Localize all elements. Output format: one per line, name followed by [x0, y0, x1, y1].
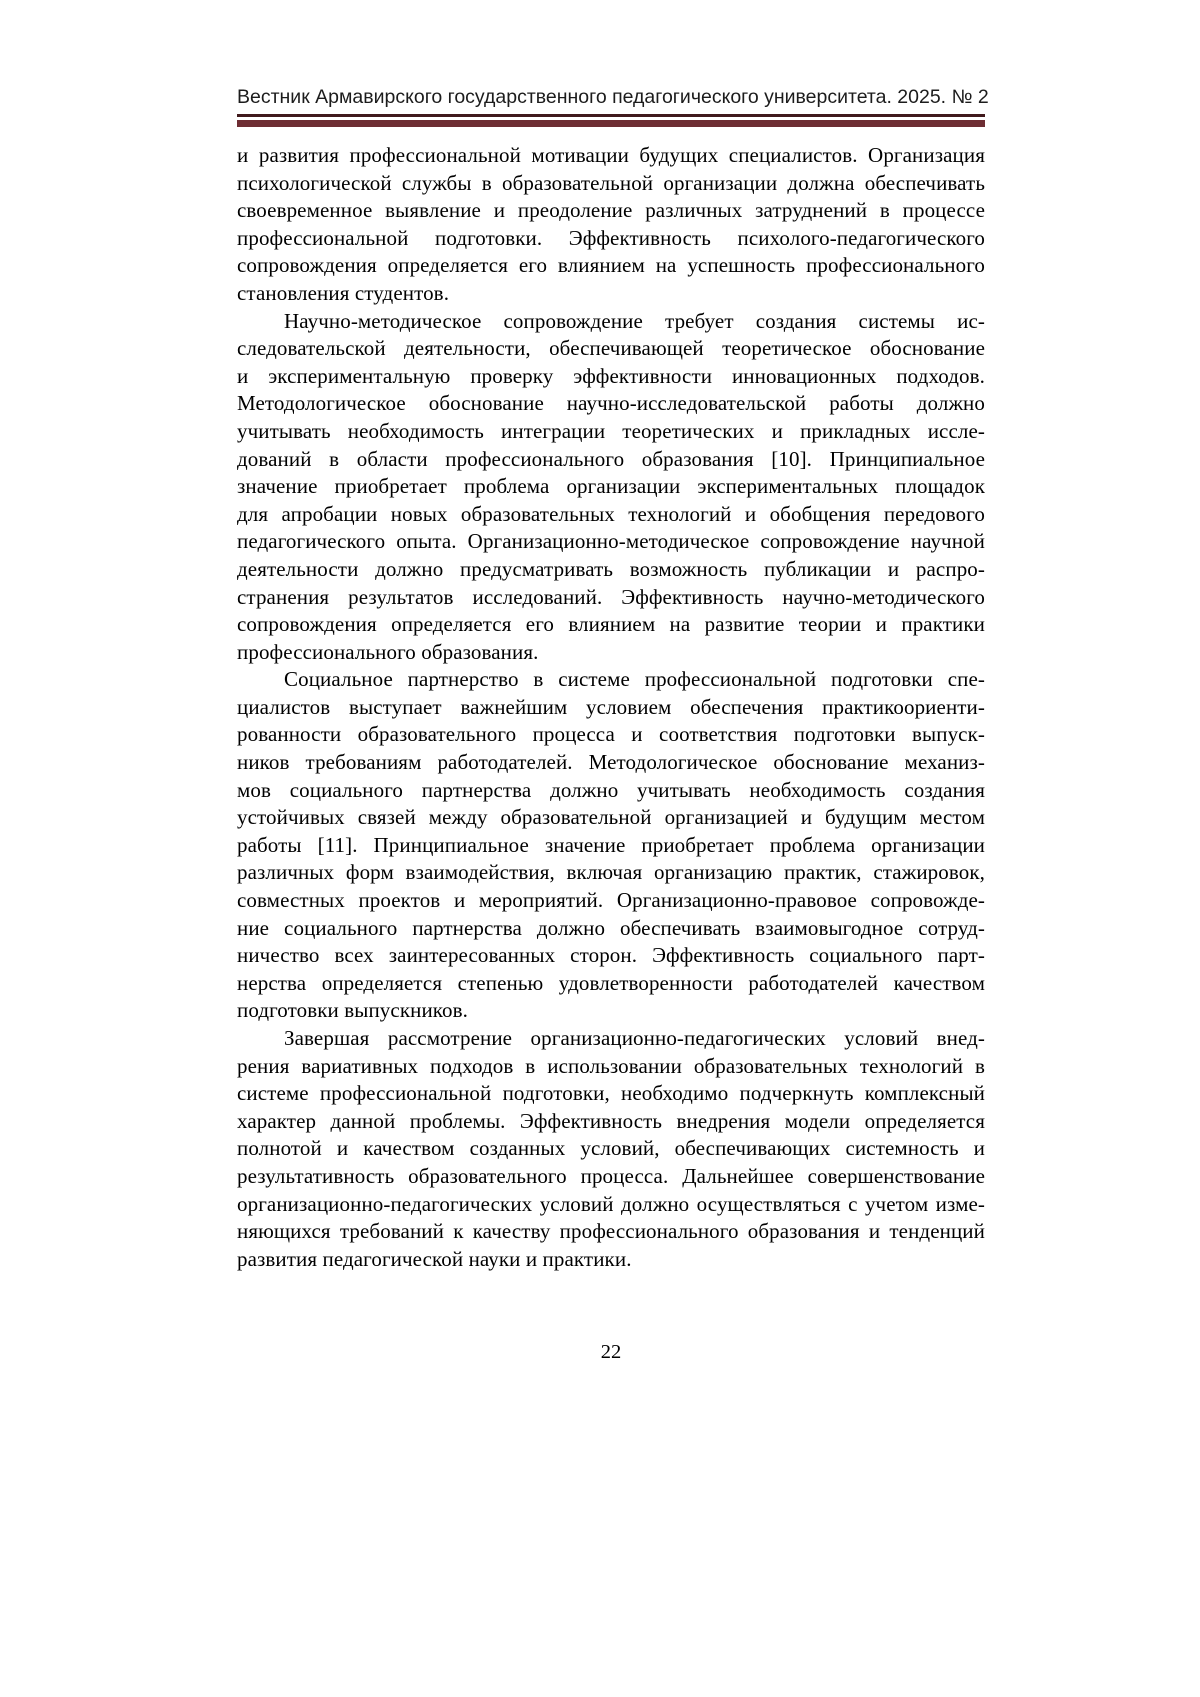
journal-title: Вестник Армавирского государственного педагогического университета. 2025. № 2 — [237, 86, 989, 108]
text-line: Завершая рассмотрение организационно-педагогических условий внед- — [284, 1026, 985, 1050]
text-line: профессиональной подготовки. Эффективность психолого-педагогического — [237, 225, 985, 250]
text-line: учитывать необходимость интеграции теоретических и прикладных иссле- — [237, 418, 985, 443]
text-line: нерства определяется степенью удовлетворенности работодателей качеством — [237, 970, 985, 995]
text-line: психологической службы в образовательной организации должна обеспечивать — [237, 170, 985, 195]
text-line: Научно-методическое сопровождение требует создания системы ис- — [284, 308, 985, 333]
text-line: становления студентов. — [237, 280, 450, 305]
text-line: для апробации новых образовательных технологий и обобщения передового — [237, 501, 985, 526]
text-line: развития педагогической науки и практики. — [237, 1246, 632, 1271]
header-rule-thin — [237, 114, 985, 117]
text-line: сопровождения определяется его влиянием на успешность профессионального — [237, 253, 985, 278]
text-line: и развития профессиональной мотивации будущих специалистов. Организация — [237, 143, 985, 167]
text-line: работы [11]. Принципиальное значение приобретает проблема организации — [237, 832, 985, 857]
text-line: следовательской деятельности, обеспечивающей теоретическое обоснование — [237, 336, 985, 361]
text-line: ничество всех заинтересованных сторон. Эффективность социального парт- — [237, 943, 985, 968]
text-line: профессионального образования. — [237, 639, 539, 664]
text-line: полнотой и качеством созданных условий, обеспечивающих системность и — [237, 1136, 985, 1161]
paragraph — [237, 308, 985, 667]
text-line: сопровождения определяется его влиянием на развитие теории и практики — [237, 612, 985, 637]
text-column — [237, 0, 989, 1273]
paragraph — [237, 666, 985, 1025]
text-line: мов социального партнерства должно учитывать необходимость создания — [237, 777, 985, 802]
text-line: педагогического опыта. Организационно-методическое сопровождение научной — [237, 529, 985, 554]
text-line: значение приобретает проблема организации экспериментальных площадок — [237, 474, 985, 499]
text-line: Социальное партнерство в системе профессиональной подготовки спе- — [284, 667, 985, 692]
text-line: Методологическое обоснование научно-исследовательской работы должно — [237, 391, 985, 416]
text-line: различных форм взаимодействия, включая организацию практик, стажировок, — [237, 860, 985, 885]
text-line: рения вариативных подходов в использовании образовательных технологий в — [237, 1053, 985, 1078]
text-line: результативность образовательного процесса. Дальнейшее совершенствование — [237, 1163, 985, 1188]
text-line: своевременное выявление и преодоление различных затруднений в процессе — [237, 198, 985, 223]
text-line: странения результатов исследований. Эффективность научно-методического — [237, 584, 985, 609]
text-line: совместных проектов и мероприятий. Организационно-правовое сопровожде- — [237, 888, 985, 913]
text-line: устойчивых связей между образовательной организацией и будущим местом — [237, 805, 985, 830]
text-line: подготовки выпускников. — [237, 998, 469, 1023]
text-line: дований в области профессионального образования [10]. Принципиальное — [237, 446, 985, 471]
text-line: циалистов выступает важнейшим условием обеспечения практикоориенти- — [237, 694, 985, 719]
text-line: характер данной проблемы. Эффективность внедрения модели определяется — [237, 1108, 985, 1133]
text-line: и экспериментальную проверку эффективности инновационных подходов. — [237, 363, 985, 388]
paragraph — [237, 142, 985, 308]
page-header — [237, 86, 989, 127]
text-line: няющихся требований к качеству профессионального образования и тенденций — [237, 1219, 985, 1244]
text-line: рованности образовательного процесса и соответствия подготовки выпуск- — [237, 722, 985, 747]
text-line: ников требованиям работодателей. Методологическое обоснование механиз- — [237, 750, 985, 775]
paragraph — [237, 1025, 985, 1273]
header-rule-thick — [237, 120, 985, 127]
text-line: организационно-педагогических условий должно осуществляться с учетом изме- — [237, 1191, 985, 1216]
text-line: деятельности должно предусматривать возможность публикации и распро- — [237, 556, 985, 581]
text-line: системе профессиональной подготовки, необходимо подчеркнуть комплексный — [237, 1081, 985, 1106]
text-line: ние социального партнерства должно обеспечивать взаимовыгодное сотруд- — [237, 915, 985, 940]
article-body — [237, 142, 985, 1273]
page-number: 22 — [600, 1341, 622, 1363]
